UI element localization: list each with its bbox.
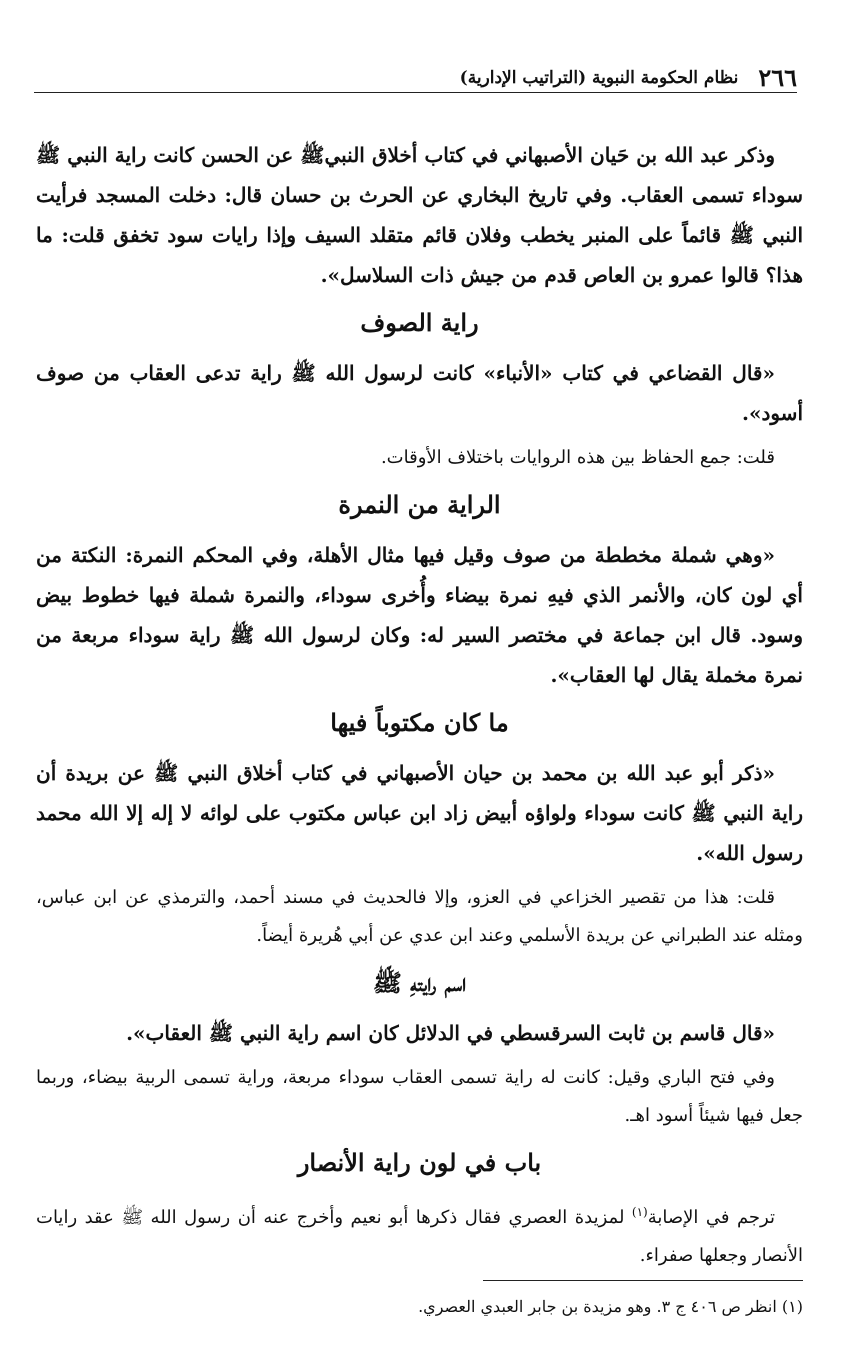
section-heading-ansar-banner-color: باب في لون راية الأنصار bbox=[297, 1148, 542, 1177]
paragraph-9-start: ترجم في الإصابة bbox=[647, 1207, 775, 1228]
paragraph-7: «قال قاسم بن ثابت السرقسطي في الدلائل كان اسم راية النبي ﷺ العقاب». bbox=[126, 1021, 775, 1045]
running-title: نظام الحكومة النبوية (التراتيب الإدارية) bbox=[459, 68, 739, 88]
section-heading-banner-name: اسم رايتهِ ﷺ bbox=[372, 968, 467, 997]
paragraph-4: «وهي شملة مخططة من صوف وقيل فيها مثال الأهلة، وفي المحكم النمرة: النكتة من أي لون كان، والأنمر الذي فيهِ نمرة بيضاء وأُخرى سوداء، والنمرة شملة فيها خطوط بيض وسود. قال ابن جماعة في مختصر السير له: وكان لرسول الله ﷺ راية سوداء مربعة من نمرة مخملة يقال لها العقاب». bbox=[36, 543, 803, 687]
paragraph-8: وفي فتح الباري وقيل: كانت له راية تسمى العقاب سوداء مربعة، وراية تسمى الربية بيضاء، وربما جعل فيها شيئاً أسود اهـ. bbox=[36, 1067, 803, 1126]
page-number: ٢٦٦ bbox=[758, 63, 797, 92]
paragraph-2: «قال القضاعي في كتاب «الأنباء» كانت لرسول الله ﷺ راية تدعى العقاب من صوف أسود». bbox=[36, 361, 803, 425]
paragraph-3: قلت: جمع الحفاظ بين هذه الروايات باختلاف الأوقات. bbox=[380, 447, 775, 468]
section-heading-namira-banner: الراية من النمرة bbox=[338, 490, 501, 519]
paragraph-5: «ذكر أبو عبد الله بن محمد بن حيان الأصبهاني في كتاب أخلاق النبي ﷺ عن بريدة أن راية النبي ﷺ كانت سوداء ولواؤه أبيض زاد ابن عباس مكتوب على لوائه لا إله إلا الله محمد رسول الله». bbox=[36, 761, 803, 865]
paragraph-9-end: لمزيدة العصري فقال ذكرها أبو نعيم وأخرج عنه أن رسول الله ﷺ عقد رايات الأنصار وجعلها صفراء. bbox=[36, 1207, 803, 1266]
paragraph-6: قلت: هذا من تقصير الخزاعي في العزو، وإلا فالحديث في مسند أحمد، والترمذي عن ابن عباس، ومثله عند الطبراني عن بريدة الأسلمي وعند ابن عدي عن أبي هُريرة أيضاً. bbox=[36, 887, 803, 946]
footnote-marker[interactable]: (١) bbox=[631, 1205, 648, 1219]
section-heading-inscription: ما كان مكتوباً فيها bbox=[330, 708, 509, 737]
footnote-text: (١) انظر ص ٤٠٦ ج ٣. وهو مزيدة بن جابر العبدي العصري. bbox=[418, 1297, 803, 1316]
footnote-divider bbox=[483, 1280, 803, 1281]
page-body bbox=[36, 135, 803, 1281]
running-header bbox=[34, 62, 797, 93]
paragraph-9 bbox=[36, 1193, 803, 1275]
paragraph-1: وذكر عبد الله بن حَيان الأصبهاني في كتاب أخلاق النبيﷺ عن الحسن كانت راية النبي ﷺ سوداء تسمى العقاب. وفي تاريخ البخاري عن الحرث بن حسان قال: دخلت المسجد فرأيت النبي ﷺ قائماً على المنبر يخطب وفلان قائم متقلد السيف وإذا رايات سود تخفق قلت: ما هذا؟ قالوا عمرو بن العاص قدم من جيش ذات السلاسل». bbox=[36, 143, 803, 287]
section-heading-wool-banner: راية الصوف bbox=[360, 308, 479, 337]
